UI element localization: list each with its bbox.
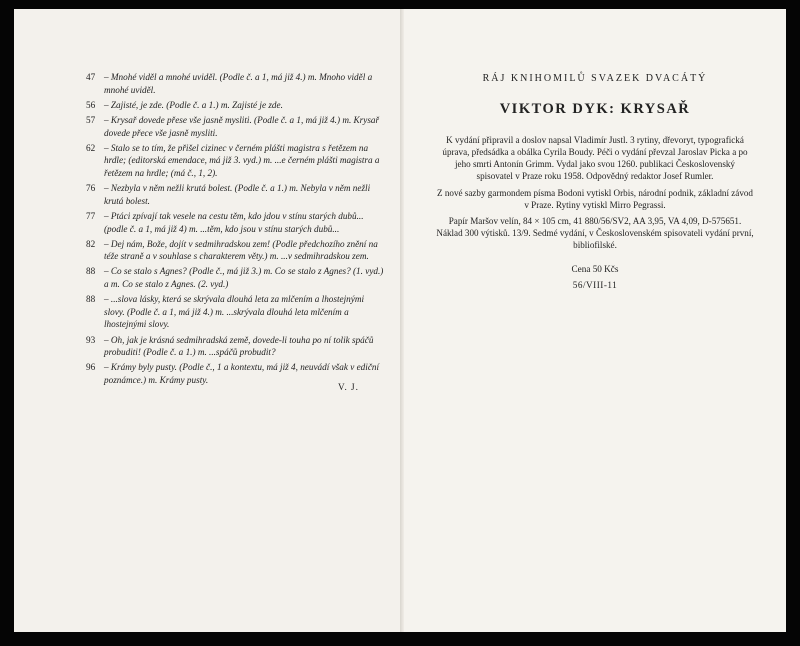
- note-page-number: 88: [86, 294, 96, 305]
- left-page: [14, 9, 402, 632]
- note-page-number: 93: [86, 334, 96, 345]
- note-page-number: 57: [86, 114, 96, 125]
- right-page: [404, 9, 786, 632]
- colophon: [436, 135, 754, 257]
- note-text: – ...slova lásky, která se skrývala dlouhá leta za mlčením a lhostejnými slovy. (Podle č. a 1, má již 4.) m. ...skrývala dlouhá leta mlčením a lhostejnými slovy.: [104, 294, 365, 330]
- note-text: – Nezbyla v něm nežli krutá bolest. (Podle č. a 1.) m. Nebyla v něm nežli krutá bolest.: [104, 183, 371, 206]
- note-text: – Mnohé viděl a mnohé uviděl. (Podle č. a 1, má již 4.) m. Mnoho viděl a mnohé uviděl.: [104, 72, 373, 95]
- price: Cena 50 Kčs: [571, 264, 619, 274]
- catalog-code: 56/VIII-11: [572, 280, 618, 290]
- editorial-notes: [86, 71, 386, 389]
- note-item: [86, 182, 386, 207]
- note-text: – Krámy byly pusty. (Podle č., 1 a kontextu, má již 4, neuvádí však v ediční poznámce.) m. Krámy pusty.: [104, 362, 380, 385]
- colophon-paper: Papír Maršov velín, 84 × 105 cm, 41 880/56/SV2, AA 3,95, VA 4,09, D-575651. Náklad 300 výtisků. 13/9. Sedmé vydání, v Československém spisovateli vydání první, bibliofilské.: [436, 216, 754, 251]
- note-item: [86, 142, 386, 180]
- note-text: – Dej nám, Bože, dojít v sedmihradskou zem! (Podle předchozího znění na téže straně a v souhlase s charakterem věty.) m. ...v sedmihradskou zem.: [104, 238, 378, 262]
- colophon-credits: K vydání připravil a doslov napsal Vladimír Justl. 3 rytiny, dřevoryt, typografická úprava, předsádka a obálka Cyrila Boudy. Péči o vydání převzal Jaroslav Picka a po jeho smrti Antonín Grimm. Vydal jako svou 1260. publikaci Československý spisovatel v Praze roku 1958. Odpovědný redaktor Josef Rumler.: [442, 135, 748, 181]
- note-text: – Oh, jak je krásná sedmihradská země, dovede-li touha po ní tolik spáčů probuditi! (Podle č. a 1.) m. ...spáčů probudit?: [104, 334, 374, 358]
- note-item: [86, 99, 386, 112]
- note-item: [86, 293, 386, 331]
- note-page-number: 62: [86, 142, 96, 153]
- note-item: [86, 71, 386, 96]
- book-title: VIKTOR DYK: KRYSAŘ: [499, 101, 691, 117]
- note-text: – Stalo se to tím, že přišel cizinec v černém plášti magistra s řetězem na hrdle; (editorská emendace, má již 3. vyd.) m. ...e černém plášti magistra a řetězem na hrdle; (má č., 1, 2).: [104, 142, 380, 178]
- note-page-number: 47: [86, 72, 96, 82]
- note-text: – Krysař dovede přese vše jasně mysliti. (Podle č. a 1, má již 4.) m. Krysař dovede přece vše jasně mysliti.: [104, 114, 380, 138]
- note-item: [86, 334, 386, 359]
- note-page-number: 56: [86, 99, 96, 110]
- colophon-printing: Z nové sazby garmondem písma Bodoni vytiskl Orbis, národní podnik, základní závod v Praze. Rytiny vytiskl Mirro Pegrassi.: [437, 187, 753, 210]
- note-item: [86, 238, 386, 263]
- note-page-number: 76: [86, 183, 96, 194]
- note-text: – Zajisté, je zde. (Podle č. a 1.) m. Zajisté je zde.: [104, 99, 283, 110]
- editor-initials: V. J.: [338, 382, 359, 392]
- series-heading: RÁJ KNIHOMILŮ SVAZEK DVACÁTÝ: [482, 73, 708, 84]
- note-page-number: 88: [86, 266, 96, 277]
- note-page-number: 77: [86, 210, 96, 221]
- note-item: [86, 210, 386, 235]
- note-item: [86, 265, 386, 290]
- note-text: – Co se stalo s Agnes? (Podle č., má již 3.) m. Co se stalo z Agnes? (1. vyd.) a m. Co se stalo z Agnes. (2. vyd.): [104, 266, 384, 290]
- note-page-number: 82: [86, 238, 96, 249]
- note-item: [86, 114, 386, 139]
- note-text: – Ptáci zpívají tak vesele na cestu těm, kdo jdou v stínu starých dubů... (podle č. a 1, má již 4) m. ...těm, kdo jsou v stínu starých dubů...: [104, 210, 364, 234]
- note-page-number: 96: [86, 362, 96, 373]
